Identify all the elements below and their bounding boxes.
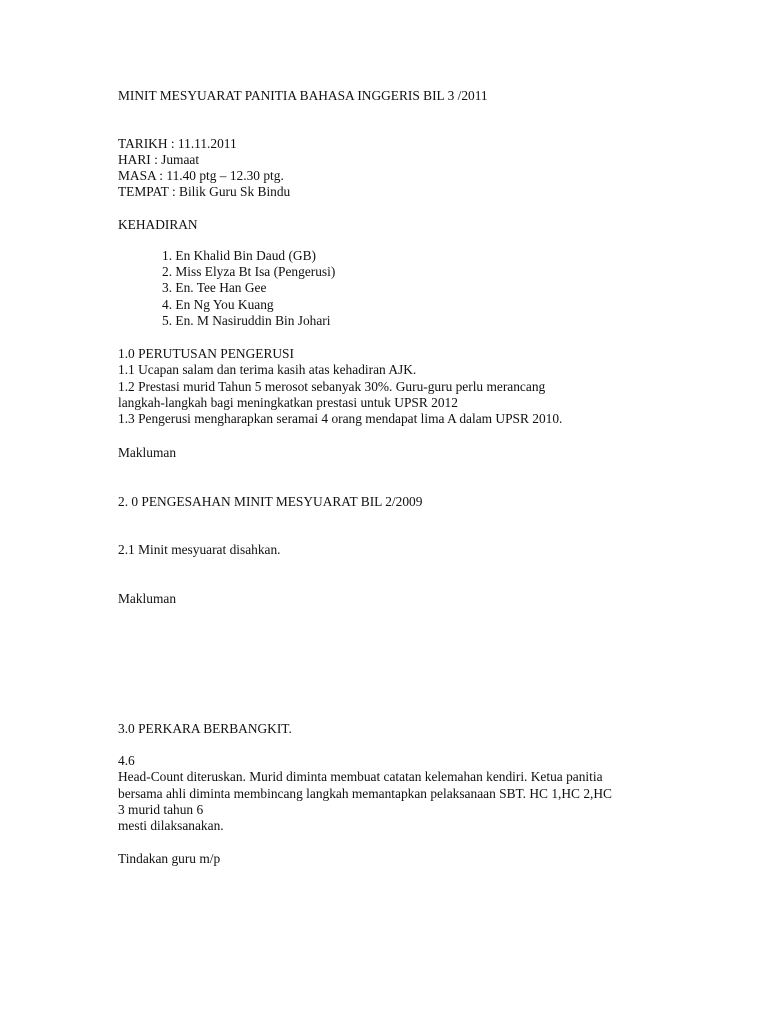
section1-heading: 1.0 PERUTUSAN PENGERUSI: [118, 346, 294, 361]
attendance-member: 3. En. Tee Han Gee: [162, 280, 267, 295]
section1-line: 1.2 Prestasi murid Tahun 5 merosot sebanyak 30%. Guru-guru perlu merancang: [118, 379, 546, 394]
meta-masa: MASA : 11.40 ptg – 12.30 ptg.: [118, 168, 284, 183]
section1-note: Makluman: [118, 445, 177, 460]
section3-line: Head-Count diteruskan. Murid diminta membuat catatan kelemahan kendiri. Ketua panitia: [118, 769, 603, 784]
section1-line: 1.3 Pengerusi mengharapkan seramai 4 orang mendapat lima A dalam UPSR 2010.: [118, 411, 563, 426]
section2-heading: 2. 0 PENGESAHAN MINIT MESYUARAT BIL 2/2009: [118, 494, 423, 509]
attendance-member: 1. En Khalid Bin Daud (GB): [162, 248, 316, 263]
section1-line: 1.1 Ucapan salam dan terima kasih atas kehadiran AJK.: [118, 362, 417, 377]
meta-tempat: TEMPAT : Bilik Guru Sk Bindu: [118, 184, 291, 199]
meta-hari: HARI : Jumaat: [118, 152, 200, 167]
section3-line: bersama ahli diminta membincang langkah memantapkan pelaksanaan SBT. HC 1,HC 2,HC: [118, 786, 612, 801]
attendance-member: 4. En Ng You Kuang: [162, 297, 274, 312]
section3-heading: 3.0 PERKARA BERBANGKIT.: [118, 721, 292, 736]
section2-note: Makluman: [118, 591, 177, 606]
attendance-member: 2. Miss Elyza Bt Isa (Pengerusi): [162, 264, 336, 279]
attendance-heading: KEHADIRAN: [118, 217, 198, 232]
document-title: MINIT MESYUARAT PANITIA BAHASA INGGERIS BIL 3 /2011: [118, 88, 488, 103]
section2-line: 2.1 Minit mesyuarat disahkan.: [118, 542, 281, 557]
section3-line: 3 murid tahun 6: [118, 802, 204, 817]
section3-line: mesti dilaksanakan.: [118, 818, 224, 833]
section1-line: langkah-langkah bagi meningkatkan prestasi untuk UPSR 2012: [118, 395, 458, 410]
section3-item-number: 4.6: [118, 753, 135, 768]
attendance-member: 5. En. M Nasiruddin Bin Johari: [162, 313, 331, 328]
section3-note: Tindakan guru m/p: [118, 851, 221, 866]
meta-tarikh: TARIKH : 11.11.2011: [118, 136, 237, 151]
